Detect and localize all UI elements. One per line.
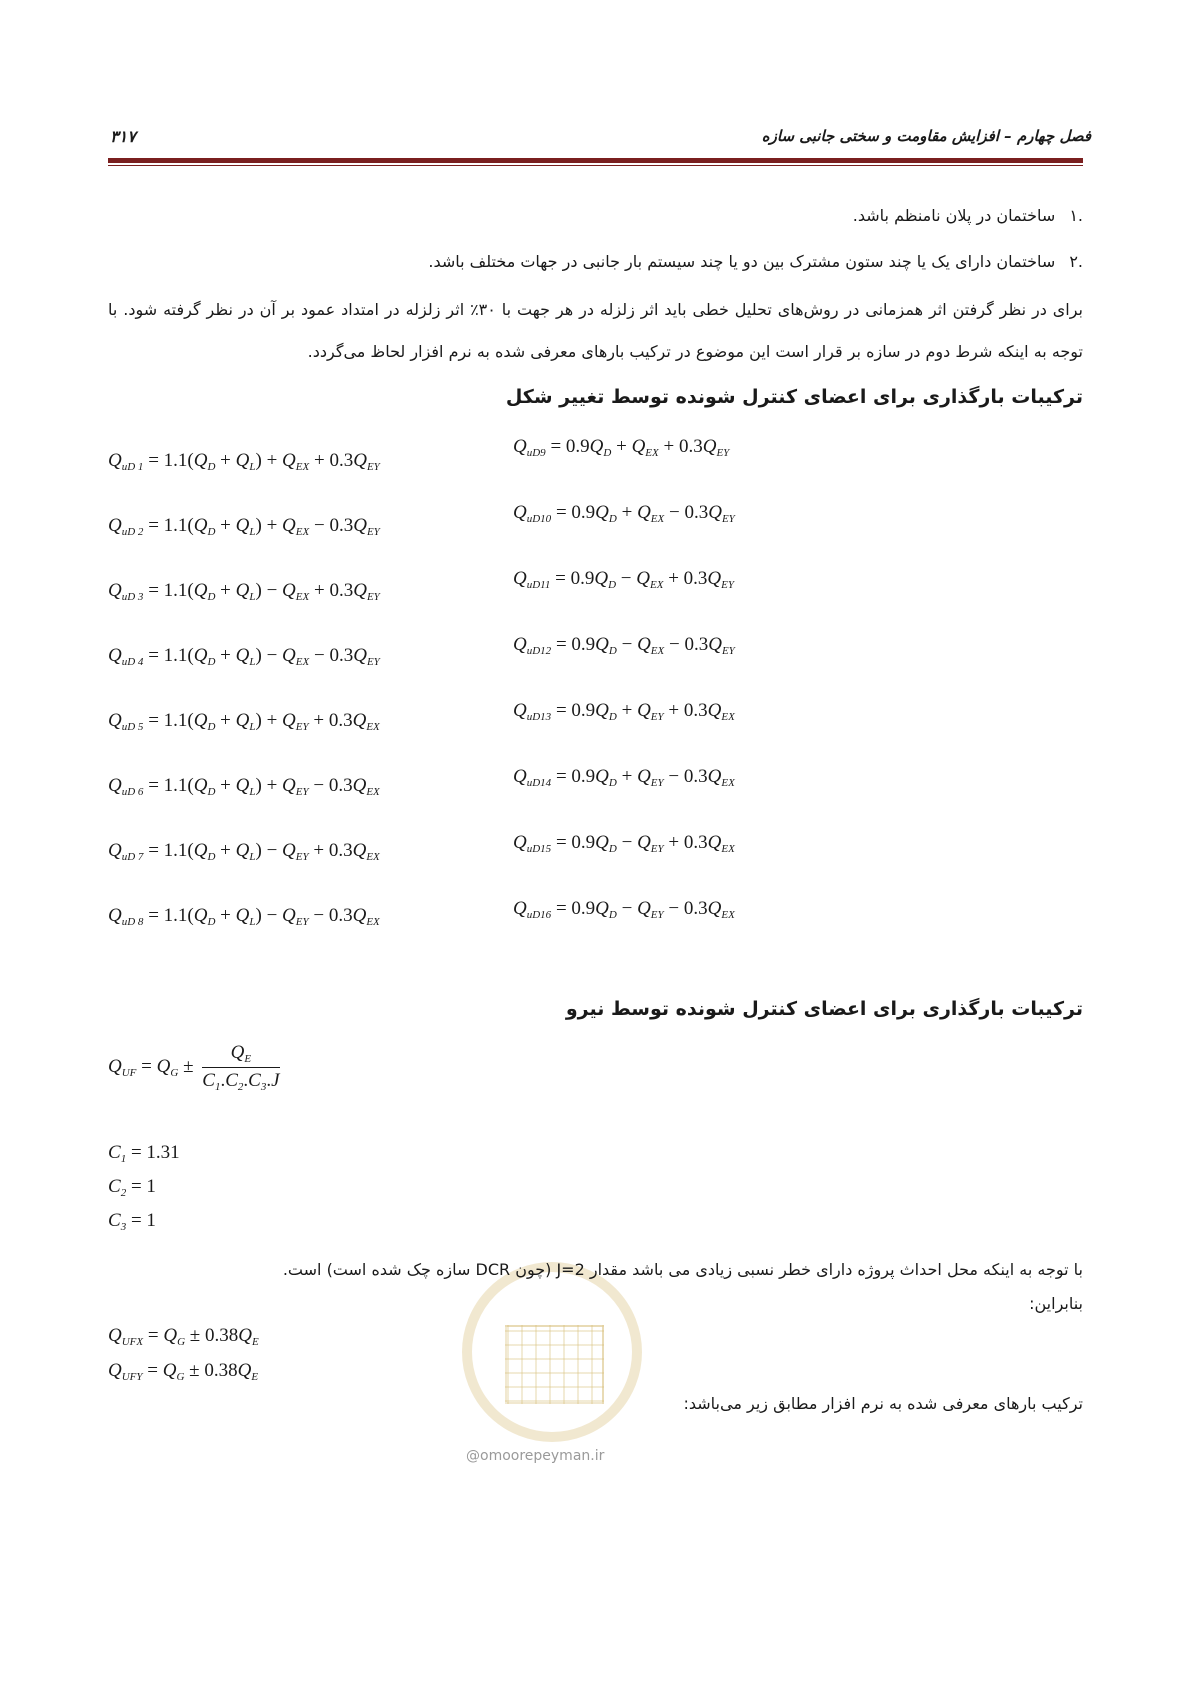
header-rule bbox=[108, 158, 1083, 163]
combination-equation: $Q_{uD 1} = 1.1(Q_D + Q_L) + Q_{EX} + 0.3Q_{EY}$ bbox=[108, 450, 380, 473]
combination-equation: $Q_{uD 3} = 1.1(Q_D + Q_L) - Q_{EX} + 0.3Q_{EY}$ bbox=[108, 580, 380, 603]
section-title-force: ترکیبات بارگذاری برای اعضای کنترل شونده توسط نیرو bbox=[565, 998, 1083, 1020]
final-equation-y: $Q_{UFY} = Q_G \pm 0.38Q_E$ bbox=[108, 1360, 259, 1383]
combination-equation: $Q_{uD 6} = 1.1(Q_D + Q_L) + Q_{EY} - 0.3Q_{EX}$ bbox=[108, 775, 380, 798]
header-rule-thin bbox=[108, 165, 1083, 166]
final-equation-x: $Q_{UFX} = Q_G \pm 0.38Q_E$ bbox=[108, 1325, 259, 1348]
combination-equation: $Q_{uD 7} = 1.1(Q_D + Q_L) - Q_{EY} + 0.3Q_{EX}$ bbox=[108, 840, 380, 863]
watermark-grid bbox=[505, 1325, 604, 1404]
force-equation: $Q_{UF} = Q_G$ ± $\frac{Q_E}{C_1.C_2.C_3.J}$ bbox=[108, 1042, 280, 1093]
combination-equation: $Q_{uD 8} = 1.1(Q_D + Q_L) - Q_{EY} - 0.3Q_{EX}$ bbox=[108, 905, 380, 928]
combination-equation: $Q_{uD16} = 0.9Q_D - Q_{EY} - 0.3Q_{EX}$ bbox=[513, 898, 735, 921]
list-number: .۲ bbox=[1069, 252, 1083, 271]
fraction: $\frac{Q_E}{C_1.C_2.C_3.J}$ bbox=[202, 1042, 280, 1093]
combination-equation: $Q_{uD 4} = 1.1(Q_D + Q_L) - Q_{EX} - 0.3Q_{EY}$ bbox=[108, 645, 380, 668]
combination-equation: $Q_{uD13} = 0.9Q_D + Q_{EY} + 0.3Q_{EX}$ bbox=[513, 700, 735, 723]
constant-c1: $C_1 = 1.31$ bbox=[108, 1142, 180, 1165]
constant-c2: $C_2 = 1$ bbox=[108, 1176, 156, 1199]
list-item bbox=[853, 206, 1083, 225]
combination-equation: $Q_{uD10} = 0.9Q_D + Q_{EX} - 0.3Q_{EY}$ bbox=[513, 502, 735, 525]
paragraph-software: ترکیب بارهای معرفی شده به نرم افزار مطابق زیر می‌باشد: bbox=[683, 1394, 1083, 1413]
intro-paragraph: برای در نظر گرفتن اثر همزمانی در روش‌های تحلیل خطی باید اثر زلزله در هر جهت با ۳۰٪ اثر زلزله در امتداد عمود بر آن در نظر گرفته شود. با توجه به اینکه شرط دوم در سازه بر قرار است این موضوع در ترکیب بارهای معرفی شده به نرم افزار لحاظ می‌گردد. bbox=[108, 300, 1083, 361]
watermark-url: @omoorepeyman.ir bbox=[466, 1448, 605, 1464]
page-number: ۳۱۷ bbox=[110, 127, 136, 146]
list-item bbox=[428, 252, 1083, 271]
combination-equation: $Q_{uD9} = 0.9Q_D + Q_{EX} + 0.3Q_{EY}$ bbox=[513, 436, 730, 459]
chapter-title: فصل چهارم – افزایش مقاومت و سختی جانبی سازه bbox=[761, 127, 1091, 145]
combination-equation: $Q_{uD14} = 0.9Q_D + Q_{EY} - 0.3Q_{EX}$ bbox=[513, 766, 735, 789]
section-title-deformation: ترکیبات بارگذاری برای اعضای کنترل شونده توسط تغییر شکل bbox=[505, 386, 1083, 408]
list-text: ساختمان دارای یک یا چند ستون مشترک بین دو یا چند سیستم بار جانبی در جهات مختلف باشد. bbox=[428, 252, 1056, 271]
combination-equation: $Q_{uD12} = 0.9Q_D - Q_{EX} - 0.3Q_{EY}$ bbox=[513, 634, 735, 657]
combination-equation: $Q_{uD11} = 0.9Q_D - Q_{EX} + 0.3Q_{EY}$ bbox=[513, 568, 734, 591]
combination-equation: $Q_{uD15} = 0.9Q_D - Q_{EY} + 0.3Q_{EX}$ bbox=[513, 832, 735, 855]
paragraph-j: با توجه به اینکه محل احداث پروژه دارای خطر نسبی زیادی می باشد مقدار J=2 (چون DCR سازه چک شده است) است. bbox=[282, 1260, 1083, 1279]
paragraph-therefore: بنابراین: bbox=[1029, 1294, 1083, 1313]
combination-equation: $Q_{uD 5} = 1.1(Q_D + Q_L) + Q_{EY} + 0.3Q_{EX}$ bbox=[108, 710, 380, 733]
constant-c3: $C_3 = 1$ bbox=[108, 1210, 156, 1233]
combination-equation: $Q_{uD 2} = 1.1(Q_D + Q_L) + Q_{EX} - 0.3Q_{EY}$ bbox=[108, 515, 380, 538]
list-text: ساختمان در پلان نامنظم باشد. bbox=[852, 206, 1056, 225]
list-number: .۱ bbox=[1069, 206, 1083, 225]
